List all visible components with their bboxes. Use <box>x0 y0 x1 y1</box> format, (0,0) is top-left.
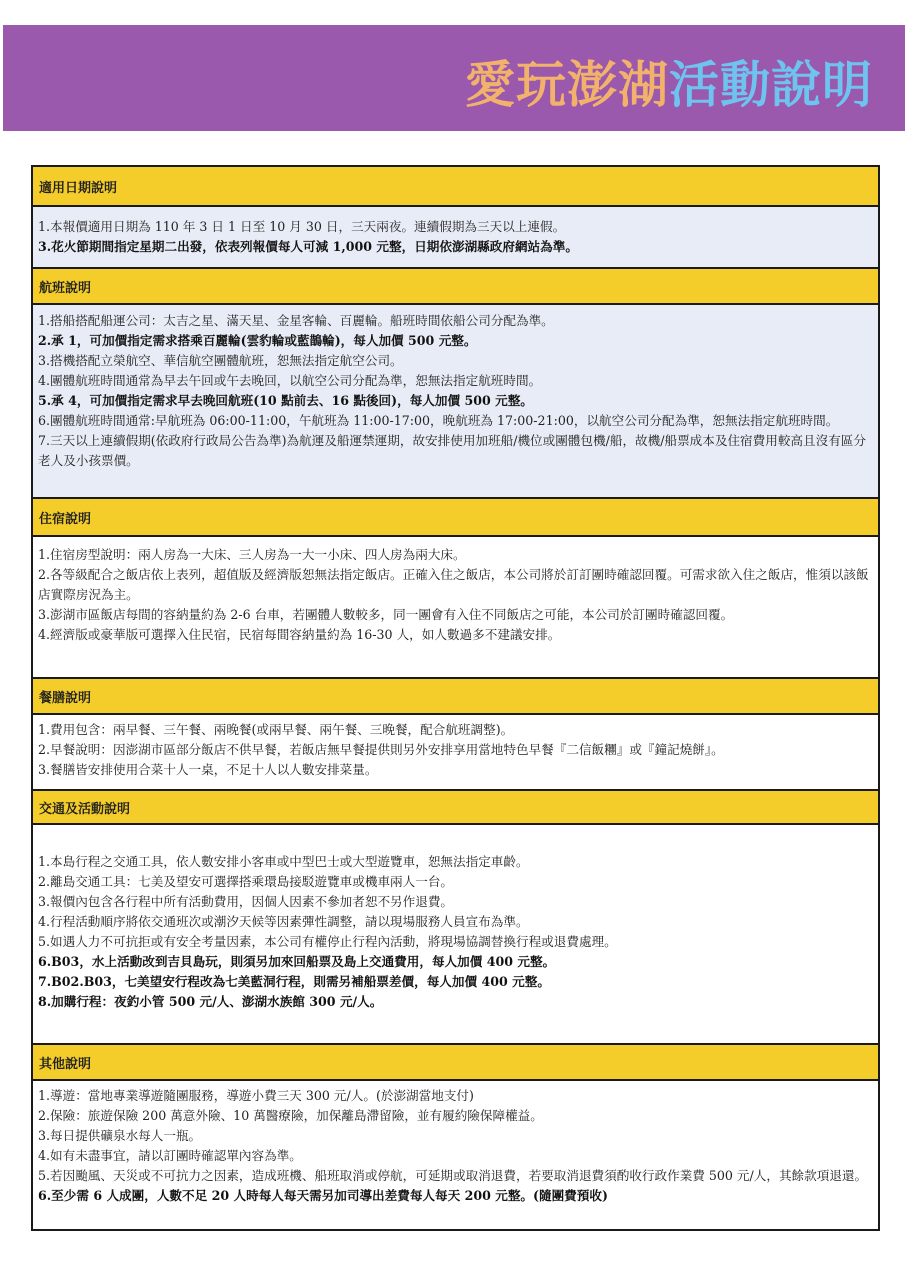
list-item: 5.承 4，可加價指定需求早去晚回航班(10 點前去、16 點後回)，每人加價 500 元整。 <box>38 393 533 408</box>
section-body-flights <box>33 305 878 497</box>
section-heading-other: 其他說明 <box>33 1043 878 1081</box>
section-heading-flights: 航班說明 <box>33 267 878 305</box>
list-item: 1.搭船搭配船運公司：太吉之星、滿天星、金星客輪、百麗輪。船班時間依船公司分配為準。 <box>38 313 554 328</box>
info-document <box>31 165 880 1231</box>
title-part-1: 愛玩澎湖 <box>465 56 669 114</box>
list-item: 6.團體航班時間通常:早航班為 06:00-11:00，午航班為 11:00-17:00，晚航班為 17:00-21:00，以航空公司分配為準，恕無法指定航班時間。 <box>38 413 839 428</box>
list-item: 2.早餐說明：因澎湖市區部分飯店不供早餐，若飯店無早餐提供則另外安排享用當地特色早餐『二信飯糰』或『鐘記燒餅』。 <box>38 742 724 757</box>
list-item: 2.離島交通工具：七美及望安可選擇搭乘環島接駁遊覽車或機車兩人一台。 <box>38 874 454 889</box>
section-body-other <box>33 1081 878 1229</box>
list-item: 5.如遇人力不可抗拒或有安全考量因素，本公司有權停止行程內活動，將現場協調替換行程或退費處理。 <box>38 934 617 949</box>
list-item: 3.報價內包含各行程中所有活動費用，因個人因素不參加者恕不另作退費。 <box>38 894 454 909</box>
list-item: 7.B02.B03，七美望安行程改為七美藍洞行程，則需另補船票差價，每人加價 400 元整。 <box>38 974 550 989</box>
section-heading-transport: 交通及活動說明 <box>33 789 878 825</box>
list-item: 3.澎湖市區飯店每間的容納量約為 2-6 台車，若團體人數較多，同一團會有入住不同飯店之可能，本公司於訂團時確認回覆。 <box>38 607 734 622</box>
list-item: 6.B03，水上活動改到吉貝島玩，則須另加來回船票及島上交通費用，每人加價 400 元整。 <box>38 954 556 969</box>
list-item: 1.費用包含：兩早餐、三午餐、兩晚餐(或兩早餐、兩午餐、三晚餐，配合航班調整)。 <box>38 722 514 737</box>
list-item: 1.本報價適用日期為 110 年 3 日 1 日至 10 月 30 日，三天兩夜。連續假期為三天以上連假。 <box>38 219 566 234</box>
list-item: 2.各等級配合之飯店依上表列，超值版及經濟版恕無法指定飯店。正確入住之飯店，本公司將於訂訂團時確認回覆。可需求欲入住之飯店，惟須以該飯店實際房況為主。 <box>38 567 869 602</box>
list-item: 4.經濟版或豪華版可選擇入住民宿，民宿每間容納量約為 16-30 人，如人數過多不建議安排。 <box>38 627 561 642</box>
section-heading-lodging: 住宿說明 <box>33 497 878 537</box>
list-item: 2.承 1，可加價指定需求搭乘百麗輪(雲豹輪或藍鵲輪)，每人加價 500 元整。 <box>38 333 477 348</box>
page-title <box>465 53 873 117</box>
header-banner <box>3 25 905 131</box>
section-body-meals <box>33 715 878 789</box>
title-part-2: 活動說明 <box>669 56 873 114</box>
section-heading-meals: 餐膳說明 <box>33 677 878 715</box>
list-item: 3.餐膳皆安排使用合菜十人一桌，不足十人以人數安排菜量。 <box>38 762 378 777</box>
list-item: 1.住宿房型說明：兩人房為一大床、三人房為一大一小床、四人房為兩大床。 <box>38 547 466 562</box>
list-item: 4.團體航班時間通常為早去午回或午去晚回，以航空公司分配為準，恕無法指定航班時間。 <box>38 373 542 388</box>
section-body-lodging <box>33 537 878 677</box>
list-item: 5.若因颱風、天災或不可抗力之因素，造成班機、船班取消或停航，可延期或取消退費，若要取消退費須酌收行政作業費 500 元/人，其餘款項退還。 <box>38 1168 868 1183</box>
list-item: 1.導遊：當地專業導遊隨團服務，導遊小費三天 300 元/人。(於澎湖當地支付) <box>38 1088 474 1103</box>
list-item: 4.行程活動順序將依交通班次或潮汐天候等因素彈性調整，請以現場服務人員宣布為準。 <box>38 914 529 929</box>
section-body-transport <box>33 825 878 1043</box>
section-body-dates <box>33 207 878 267</box>
list-item: 3.搭機搭配立榮航空、華信航空團體航班，恕無法指定航空公司。 <box>38 353 403 368</box>
list-item: 1.本島行程之交通工具，依人數安排小客車或中型巴士或大型遊覽車，恕無法指定車齡。 <box>38 854 529 869</box>
list-item: 8.加購行程：夜釣小管 500 元/人、澎湖水族館 300 元/人。 <box>38 994 383 1009</box>
list-item: 2.保險：旅遊保險 200 萬意外險、10 萬醫療險，加保離島滯留險，並有履約險保障權益。 <box>38 1108 543 1123</box>
list-item: 3.每日提供礦泉水每人一瓶。 <box>38 1128 202 1143</box>
list-item: 7.三天以上連續假期(依政府行政局公告為準)為航運及船運禁運期，故安排使用加班船/機位或團體包機/船，故機/船票成本及住宿費用較高且沒有區分老人及小孩票價。 <box>38 433 866 468</box>
list-item: 3.花火節期間指定星期二出發，依表列報價每人可減 1,000 元整，日期依澎湖縣政府網站為準。 <box>38 239 578 254</box>
list-item: 4.如有未盡事宜，請以訂團時確認單內容為準。 <box>38 1148 302 1163</box>
section-heading-dates: 適用日期說明 <box>33 167 878 207</box>
list-item: 6.至少需 6 人成團，人數不足 20 人時每人每天需另加司導出差費每人每天 200 元整。(隨團費預收) <box>38 1188 608 1203</box>
